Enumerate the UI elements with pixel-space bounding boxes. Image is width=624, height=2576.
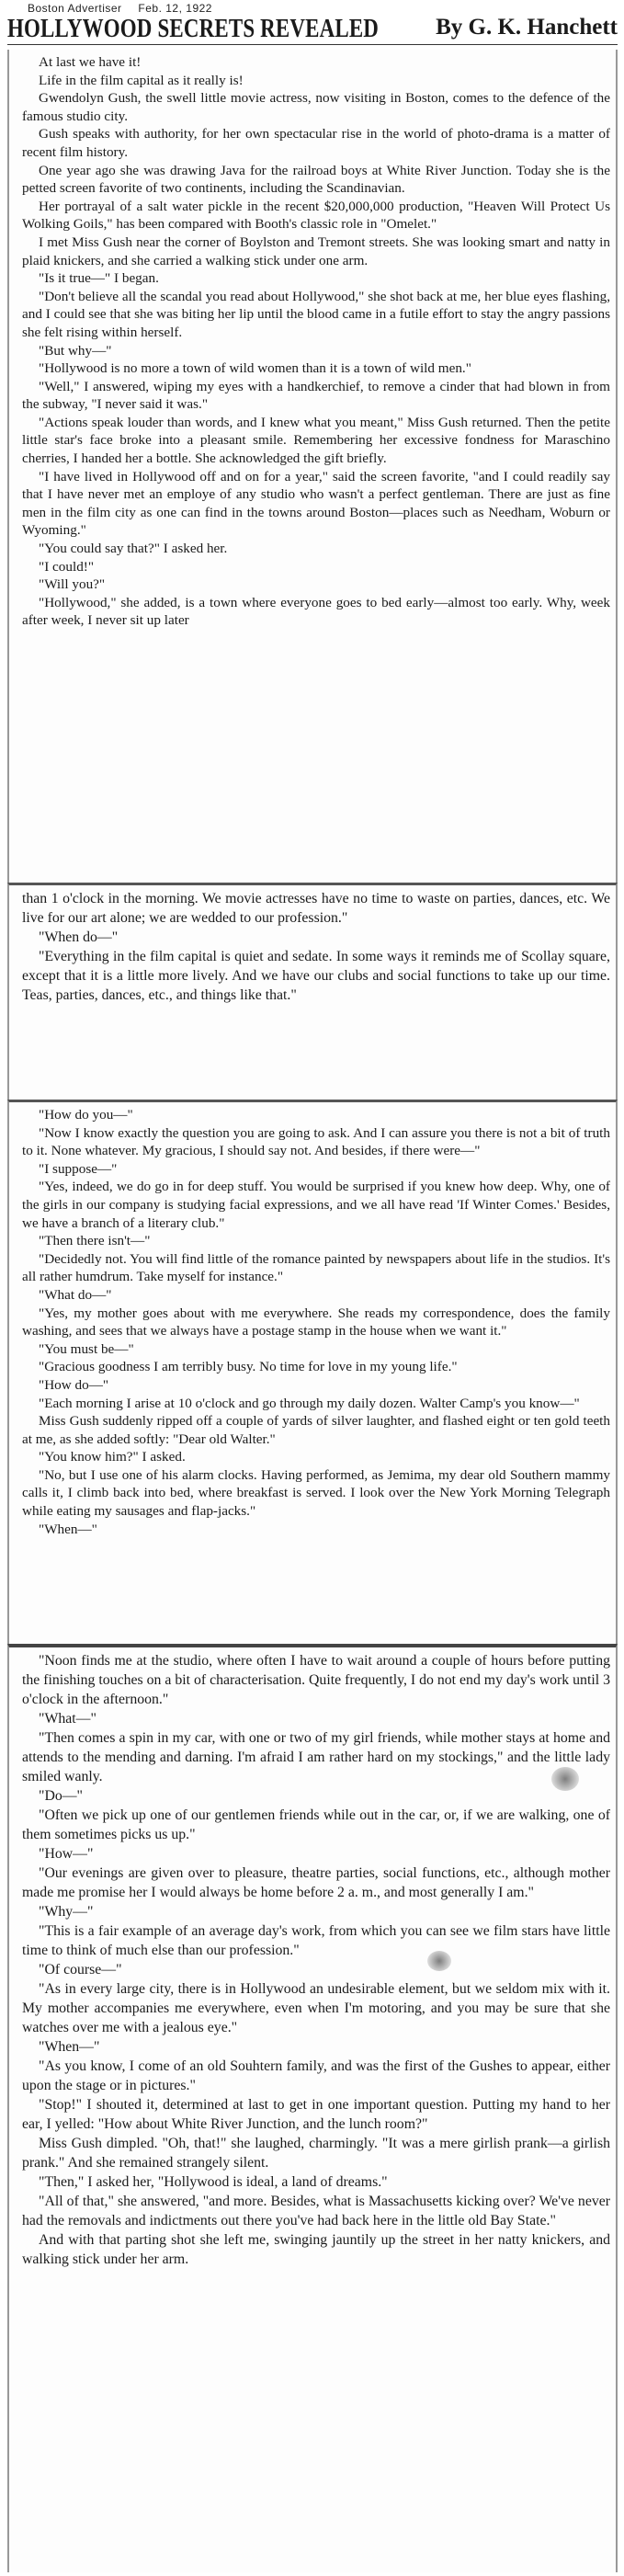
paragraph: "When—" bbox=[39, 2039, 100, 2055]
headline: HOLLYWOOD SECRETS REVEALED bbox=[7, 15, 380, 43]
paragraph: "Yes, my mother goes about with me everywhere. She reads my correspondence, does the family washing, and sees that we always have a postage stamp in the house when we want it." bbox=[22, 1305, 610, 1339]
paragraph: Gwendolyn Gush, the swell little movie actress, now visiting in Boston, comes to the defence of the famous studio city. bbox=[22, 90, 610, 124]
clipping-section-4 bbox=[7, 1644, 618, 2572]
clipping-section-3 bbox=[7, 1100, 618, 1644]
paragraph: "You could say that?" I asked her. bbox=[39, 541, 228, 557]
paragraph: "When do—" bbox=[39, 929, 119, 945]
clipping-section-1 bbox=[7, 50, 618, 883]
paragraph: "Stop!" I shouted it, determined at last to get in one important question. Putting my hand to her ear, I yelled: "How about White River Junction, and the lunch room?" bbox=[22, 2097, 610, 2132]
paragraph: "Each morning I arise at 10 o'clock and go through my daily dozen. Walter Camp's you know—" bbox=[39, 1395, 580, 1411]
paragraph: "How do you—" bbox=[39, 1107, 133, 1123]
paragraph: "Hollywood," she added, is a town where everyone goes to bed early—almost too early. Why, week after week, I never sit up later bbox=[22, 594, 610, 629]
paragraph: "Then comes a spin in my car, with one or two of my girl friends, while mother stays at home and attends to the mending and darning. I'm afraid I am rather hard on my stockings," and the little lady smiled wanly. bbox=[22, 1730, 610, 1784]
paragraph: One year ago she was drawing Java for the railroad boys at White River Junction. Today she is the petted screen favorite of two continents, including the Scandinavian. bbox=[22, 162, 610, 197]
paragraph: "Now I know exactly the question you are going to ask. And I can assure you there is not a bit of truth to it. None whatever. My gracious, I should say not. And besides, if there were—" bbox=[22, 1124, 610, 1159]
paragraph: "Noon finds me at the studio, where often I have to wait around a couple of hours before putting the finishing touches on a bit of characterisation. Quite frequently, I do not end my day's work until 3 o'clock in the afternoon." bbox=[22, 1653, 610, 1707]
paragraph: "How do—" bbox=[39, 1376, 109, 1393]
article-body-1 bbox=[9, 50, 616, 630]
paragraph: "Gracious goodness I am terribly busy. No time for love in my young life." bbox=[39, 1359, 458, 1375]
publication-name: Boston Advertiser bbox=[28, 2, 122, 15]
paragraph: "Actions speak louder than words, and I knew what you meant," Miss Gush returned. Then the petite little star's face broke into a pleasant smile. Remembering her excessive fondness for Maraschino cherries, I handed her a bottle. She acknowledged the gift briefly. bbox=[22, 414, 610, 467]
paragraph: "I suppose—" bbox=[39, 1160, 118, 1177]
paragraph: Gush speaks with authority, for her own spectacular rise in the world of photo-drama is a matter of recent film history. bbox=[22, 126, 610, 160]
ink-smudge bbox=[551, 1767, 579, 1791]
paragraph: Life in the film capital as it really is! bbox=[39, 72, 244, 88]
paragraph: "Why—" bbox=[39, 1904, 94, 1920]
source-line bbox=[28, 2, 225, 15]
paragraph: "You must be—" bbox=[39, 1340, 134, 1357]
paragraph: Miss Gush suddenly ripped off a couple of yards of silver laughter, and flashed eight or ten gold teeth at me, as she added softly: "Dear old Walter." bbox=[22, 1413, 610, 1447]
paragraph: "Then there isn't—" bbox=[39, 1233, 151, 1249]
byline: By G. K. Hanchett bbox=[436, 15, 618, 40]
paragraph: "Is it true—" I began. bbox=[39, 270, 159, 287]
paragraph: "How—" bbox=[39, 1846, 94, 1862]
paragraph: "What—" bbox=[39, 1711, 96, 1727]
paragraph: "Don't believe all the scandal you read about Hollywood," she shot back at me, her blue eyes flashing, and I could see that she was biting her lip until the blood came in a futile effort to stay the angry passions she felt rising within herself. bbox=[22, 288, 610, 340]
article-body-2 bbox=[9, 885, 616, 1005]
paragraph: "Will you?" bbox=[39, 576, 106, 593]
paragraph: than 1 o'clock in the morning. We movie actresses have no time to waste on parties, dances, etc. We live for our art alone; we are wedded to our profession." bbox=[22, 891, 610, 926]
paragraph: "What do—" bbox=[39, 1286, 112, 1303]
paragraph: And with that parting shot she left me, swinging jauntily up the street in her natty knickers, and walking stick under her arm. bbox=[22, 2232, 610, 2267]
paragraph: "When—" bbox=[39, 1521, 97, 1537]
paragraph: "I have lived in Hollywood off and on for a year," said the screen favorite, "and I could readily say that I have never met an employe of any studio who wasn't a perfect gentleman. There are just as fine men in the film city as one can find in the towns around Boston—places such as Needham, Woburn or Wyoming." bbox=[22, 468, 610, 539]
paragraph: "Our evenings are given over to pleasure, theatre parties, social functions, etc., although mother made me promise her I would always be home before 2 a. m., and most generally I am." bbox=[22, 1865, 610, 1900]
paragraph: "All of that," she answered, "and more. Besides, what is Massachusetts kicking over? We've never had the removals and indictments out there you've had back here in the little old Bay State." bbox=[22, 2194, 610, 2228]
paragraph: "Of course—" bbox=[39, 1962, 122, 1978]
paragraph: At last we have it! bbox=[39, 54, 142, 70]
headline-row bbox=[7, 15, 618, 45]
clipping-section-2 bbox=[7, 883, 618, 1100]
article-body-3 bbox=[9, 1102, 616, 1538]
paragraph: I met Miss Gush near the corner of Boylston and Tremont streets. She was looking smart and natty in plaid knickers, and she carried a walking stick under one arm. bbox=[22, 234, 610, 268]
paragraph: Miss Gush dimpled. "Oh, that!" she laughed, charmingly. "It was a mere girlish prank—a girlish prank." And she remained strangely silent. bbox=[22, 2136, 610, 2171]
paragraph: "Yes, indeed, we do go in for deep stuff. You would be surprised if you knew how deep. Why, one of the girls in our company is studying facial expressions, and we all have read 'If Winter Comes.' Besides, we have a branch of a literary club." bbox=[22, 1179, 610, 1231]
paragraph: "Do—" bbox=[39, 1788, 83, 1804]
article-body-4 bbox=[9, 1647, 616, 2269]
paragraph: "Often we pick up one of our gentlemen friends while out in the car, or, if we are walking, one of them sometimes picks us up." bbox=[22, 1807, 610, 1842]
paragraph: Her portrayal of a salt water pickle in the recent $20,000,000 production, "Heaven Will Protect Us Wolking Goils," has been compared with Booth's classic role in "Omelet." bbox=[22, 198, 610, 233]
paragraph: "But why—" bbox=[39, 342, 112, 359]
paragraph: "Decidedly not. You will find little of the romance painted by newspapers about life in the studios. It's all rather humdrum. Take myself for instance." bbox=[22, 1250, 610, 1285]
ink-smudge bbox=[427, 1951, 451, 1971]
paragraph: "This is a fair example of an average day's work, from which you can see we film stars have little time to think of much else than our profession." bbox=[22, 1923, 610, 1958]
paragraph: "As in every large city, there is in Hollywood an undesirable element, but we seldom mix with it. My mother accompanies me everywhere, even when I'm motoring, and you may be sure that she watches over me with a jealous eye." bbox=[22, 1981, 610, 2035]
paragraph: "No, but I use one of his alarm clocks. Having performed, as Jemima, my dear old Southern mammy calls it, I climb back into bed, where breakfast is served. I look over the New York Morning Telegraph while eating my sausages and flap-jacks." bbox=[22, 1466, 610, 1520]
paragraph: "As you know, I come of an old Souhtern family, and was the first of the Gushes to appear, either upon the stage or in pictures." bbox=[22, 2058, 610, 2093]
paragraph: "You know him?" I asked. bbox=[39, 1449, 186, 1465]
paragraph: "I could!" bbox=[39, 558, 95, 575]
paragraph: "Everything in the film capital is quiet and sedate. In some ways it reminds me of Scollay square, except that it is a little more lively. And we have our clubs and social functions to take up our time. Teas, parties, dances, etc., and things like that." bbox=[22, 949, 610, 1003]
paragraph: "Hollywood is no more a town of wild women than it is a town of wild men." bbox=[39, 360, 471, 377]
publication-date: Feb. 12, 1922 bbox=[138, 2, 212, 15]
paragraph: "Well," I answered, wiping my eyes with a handkerchief, to remove a cinder that had blown in from the subway, "I never said it was." bbox=[22, 378, 610, 413]
paragraph: "Then," I asked her, "Hollywood is ideal, a land of dreams." bbox=[39, 2174, 388, 2190]
